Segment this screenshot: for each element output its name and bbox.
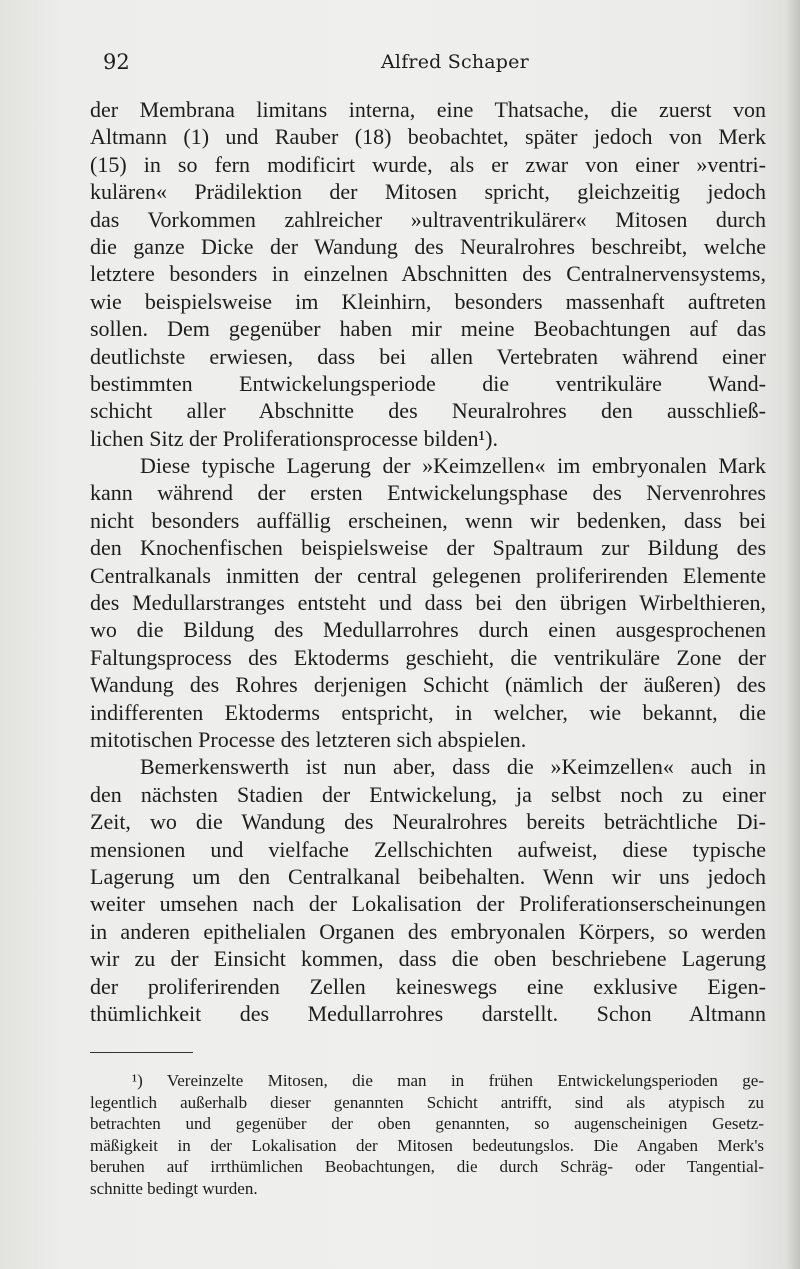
page-header bbox=[103, 50, 763, 80]
text-line: indifferenten Ektoderms entspricht, in welcher, wie bekannt, die bbox=[90, 699, 766, 725]
page-number: 92 bbox=[103, 50, 130, 74]
text-line: der proliferirenden Zellen keineswegs eine exklusive Eigen- bbox=[90, 973, 766, 999]
text-line: wie beispielsweise im Kleinhirn, besonders massenhaft auftreten bbox=[90, 288, 766, 314]
text-line: lichen Sitz der Proliferationsprocesse bilden¹). bbox=[90, 425, 498, 451]
paragraph-start-line: Diese typische Lagerung der »Keimzellen« im embryonalen Mark bbox=[140, 453, 766, 479]
text-line: deutlichste erwiesen, dass bei allen Vertebraten während einer bbox=[90, 343, 766, 369]
text-line: mensionen und vielfache Zellschichten aufweist, diese typische bbox=[90, 836, 766, 862]
text-line: sollen. Dem gegenüber haben mir meine Beobachtungen auf das bbox=[90, 316, 766, 342]
running-head: Alfred Schaper bbox=[381, 51, 529, 73]
footnote-line: betrachten und gegenüber der oben genannten, so augenscheinigen Gesetz- bbox=[90, 1114, 764, 1133]
text-line: wir zu der Einsicht kommen, dass die oben beschriebene Lagerung bbox=[90, 946, 766, 972]
text-line: (15) in so fern modificirt wurde, als er zwar von einer »ventri- bbox=[90, 151, 766, 177]
text-line: Zeit, wo die Wandung des Neuralrohres bereits beträchtliche Di- bbox=[90, 809, 766, 835]
text-line: des Medullarstranges entsteht und dass bei den übrigen Wirbelthieren, bbox=[90, 590, 766, 616]
footnote-line: schnitte bedingt wurden. bbox=[90, 1178, 258, 1198]
text-line: Wandung des Rohres derjenigen Schicht (nämlich der äußeren) des bbox=[90, 672, 766, 698]
text-line: Faltungsprocess des Ektoderms geschieht, die ventrikuläre Zone der bbox=[90, 644, 766, 670]
footnote-line: beruhen auf irrthümlichen Beobachtungen, die durch Schräg- oder Tangential- bbox=[90, 1157, 764, 1176]
text-line: nicht besonders auffällig erscheinen, wenn wir bedenken, dass bei bbox=[90, 507, 766, 533]
text-line: kulären« Prädilektion der Mitosen spricht, gleichzeitig jedoch bbox=[90, 179, 766, 205]
text-line: wo die Bildung des Medullarrohres durch einen ausgesprochenen bbox=[90, 617, 766, 643]
text-line: die ganze Dicke der Wandung des Neuralrohres beschreibt, welche bbox=[90, 233, 766, 259]
text-line: den nächsten Stadien der Entwickelung, ja selbst noch zu einer bbox=[90, 781, 766, 807]
footnote-line: legentlich außerhalb dieser genannten Schicht antrifft, sind als atypisch zu bbox=[90, 1092, 764, 1112]
text-line: Lagerung um den Centralkanal beibehalten. Wenn wir uns jedoch bbox=[90, 863, 766, 889]
text-line: Centralkanals inmitten der central gelegenen proliferirenden Elemente bbox=[90, 562, 766, 588]
page-edge-shadow bbox=[786, 0, 800, 1269]
footnote bbox=[90, 1070, 764, 1199]
footnote-line: ¹) Vereinzelte Mitosen, die man in frühen Entwickelungsperioden ge- bbox=[132, 1071, 764, 1090]
text-line: kann während der ersten Entwickelungsphase des Nervenrohres bbox=[90, 480, 766, 506]
text-line: Altmann (1) und Rauber (18) beobachtet, später jedoch von Merk bbox=[90, 124, 766, 150]
text-line: bestimmten Entwickelungsperiode die ventrikuläre Wand- bbox=[90, 370, 766, 396]
text-line: in anderen epithelialen Organen des embryonalen Körpers, so werden bbox=[90, 918, 766, 944]
text-line: letztere besonders in einzelnen Abschnitten des Centralnervensystems, bbox=[90, 261, 766, 287]
text-line: den Knochenfischen beispielsweise der Spaltraum zur Bildung des bbox=[90, 535, 766, 561]
text-line: thümlichkeit des Medullarrohres darstellt. Schon Altmann bbox=[90, 1000, 766, 1026]
paragraph-start-line: Bemerkenswerth ist nun aber, dass die »Keimzellen« auch in bbox=[140, 754, 766, 780]
text-line: mitotischen Processe des letzteren sich abspielen. bbox=[90, 726, 527, 752]
footnote-line: mäßigkeit in der Lokalisation der Mitosen bedeutungslos. Die Angaben Merk's bbox=[90, 1135, 764, 1155]
body-text bbox=[90, 96, 766, 1027]
text-line: das Vorkommen zahlreicher »ultraventrikulärer« Mitosen durch bbox=[90, 206, 766, 232]
footnote-divider bbox=[90, 1052, 193, 1053]
text-line: der Membrana limitans interna, eine Thatsache, die zuerst von bbox=[90, 97, 766, 122]
text-line: weiter umsehen nach der Lokalisation der Proliferationserscheinungen bbox=[90, 891, 766, 917]
text-line: schicht aller Abschnitte des Neuralrohres den ausschließ- bbox=[90, 398, 766, 424]
